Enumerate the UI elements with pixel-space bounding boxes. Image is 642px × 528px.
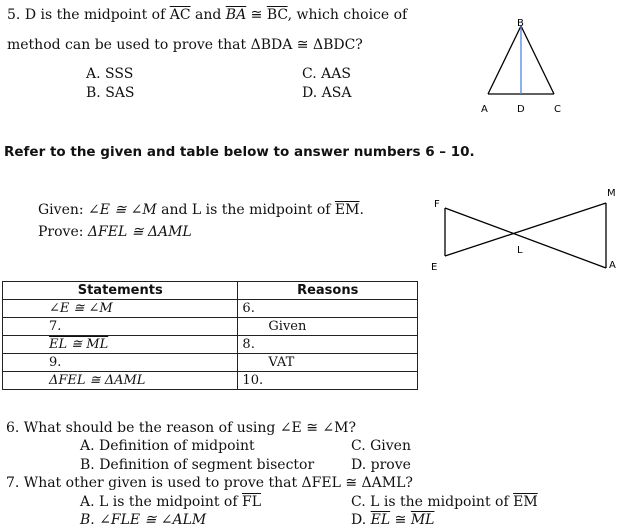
- table-row: [3, 318, 418, 336]
- q7-choice-b: B. ∠FLE ≅ ∠ALM: [80, 512, 207, 528]
- q5-choice-d: D. ASA: [302, 85, 352, 101]
- instruction-text: Refer to the given and table below to answer numbers 6 – 10.: [4, 144, 475, 160]
- q6-choice-a: A. Definition of midpoint: [80, 438, 255, 454]
- header-reasons: Reasons: [238, 282, 418, 300]
- table-row: [3, 372, 418, 390]
- table-row: [3, 354, 418, 372]
- label-e: E: [431, 262, 438, 273]
- proof-table: [2, 281, 418, 390]
- triangle-side-ba: [488, 26, 521, 94]
- label-a: A: [481, 104, 488, 115]
- segment-fa: [445, 208, 606, 268]
- label-d: D: [517, 104, 525, 115]
- q7-choice-c: C. L is the midpoint of $\overline{EM}$: [351, 494, 538, 510]
- label-m: M: [607, 188, 616, 199]
- label-c: C: [554, 104, 561, 115]
- label-f: F: [434, 199, 440, 210]
- reason-cell: 10.: [238, 372, 418, 390]
- q5-text-line2: method can be used to prove that ΔBDA ≅ ΔBDC?: [7, 37, 363, 53]
- statement-cell: ∠E ≅ ∠M: [3, 300, 238, 318]
- header-statements: Statements: [3, 282, 238, 300]
- q5-text-line1: 5. D is the midpoint of $\overline{AC}$ and $\overline{BA}$ ≅ $\overline{BC}$, which choice of: [7, 7, 408, 23]
- q6-choice-d: D. prove: [351, 457, 411, 473]
- table-header-row: [3, 282, 418, 300]
- q5-choice-b: B. SAS: [86, 85, 135, 101]
- table-row: [3, 336, 418, 354]
- q6-choice-c: C. Given: [351, 438, 411, 454]
- reason-cell: VAT: [238, 354, 418, 372]
- prove-line: Prove: ΔFEL ≅ ΔAML: [38, 224, 192, 240]
- segment-em: [445, 203, 606, 256]
- q6-choice-b: B. Definition of segment bisector: [80, 457, 315, 473]
- label-l: L: [517, 245, 523, 256]
- given-line: Given: ∠E ≅ ∠M and L is the midpoint of $\overline{EM}$.: [38, 202, 364, 218]
- label-b: B: [517, 18, 524, 29]
- statement-cell: 9.: [3, 354, 238, 372]
- triangle-figure: [470, 12, 580, 120]
- statement-cell: ΔFEL ≅ ΔAML: [3, 372, 238, 390]
- statement-cell: EL ≅ ML: [3, 336, 238, 354]
- label-a: A: [609, 260, 616, 271]
- reason-cell: 6.: [238, 300, 418, 318]
- q5-choice-c: C. AAS: [302, 66, 351, 82]
- reason-cell: Given: [238, 318, 418, 336]
- statement-cell: 7.: [3, 318, 238, 336]
- table-row: [3, 300, 418, 318]
- reason-cell: 8.: [238, 336, 418, 354]
- q7-question: 7. What other given is used to prove that ΔFEL ≅ ΔAML?: [6, 475, 413, 491]
- bowtie-figure: [425, 182, 635, 278]
- q7-choice-a: A. L is the midpoint of $\overline{FL}$: [80, 494, 262, 510]
- q5-choice-a: A. SSS: [86, 66, 134, 82]
- q7-choice-d: D. $\overline{EL}$ ≅ $\overline{ML}$: [351, 512, 435, 528]
- q6-question: 6. What should be the reason of using ∠E ≅ ∠M?: [6, 420, 356, 436]
- triangle-side-bc: [521, 26, 554, 94]
